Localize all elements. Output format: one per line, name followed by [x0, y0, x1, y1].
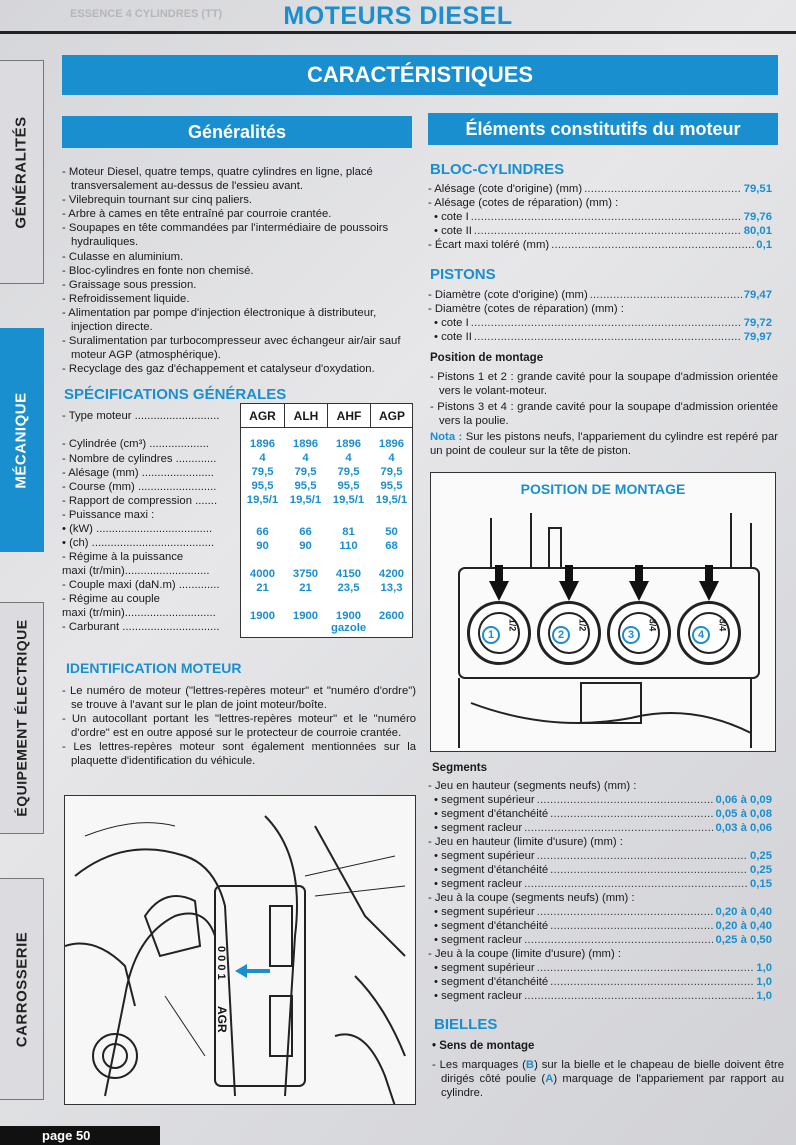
list-item: - Vilebrequin tournant sur cinq paliers.: [62, 193, 416, 207]
piston-3: [607, 601, 671, 665]
row-value: 79,51: [743, 183, 772, 195]
row-value: 79,76: [743, 211, 772, 223]
spec-cell: 19,5/1: [332, 494, 365, 506]
bielles-paragraph: [432, 1058, 784, 1100]
bielles-text: - Les marquages (: [432, 1059, 526, 1071]
list-item: - Culasse en aluminium.: [62, 250, 416, 264]
spec-cell: 81: [342, 526, 355, 538]
row-label: - Diamètre (cotes de réparation) (mm) :: [428, 303, 624, 315]
row-value: 0,1: [756, 239, 772, 251]
spec-label: - Nombre de cylindres .............: [62, 453, 217, 465]
row-label: • segment racleur: [434, 934, 523, 946]
piston-mark: 3/4: [647, 618, 658, 632]
spec-row: [428, 808, 772, 820]
arrow-icon: [699, 581, 719, 601]
row-label: • segment racleur: [434, 990, 523, 1002]
row-leader: [550, 920, 713, 932]
row-leader: [474, 225, 742, 237]
position-item: - Pistons 1 et 2 : grande cavité pour la soupape d'admission orientée vers le volant-moteur.: [430, 371, 778, 397]
tab-label: MÉCANIQUE: [13, 391, 31, 489]
row-label: • segment d'étanchéité: [434, 976, 549, 988]
spec-cell: 23,5: [337, 582, 360, 594]
arrow-shaft: [705, 565, 713, 583]
position-item: - Pistons 3 et 4 : grande cavité pour la soupape d'admission orientée vers la poulie.: [430, 401, 778, 427]
spec-cell: 13,3: [380, 582, 403, 594]
row-leader: [537, 850, 748, 862]
row-value: 79,47: [743, 289, 772, 301]
row-label: • segment d'étanchéité: [434, 920, 549, 932]
spec-row: [428, 836, 772, 848]
spec-column-header: AGR: [241, 404, 284, 428]
row-value: 0,25 à 0,50: [715, 934, 772, 946]
page-title: MOTEURS DIESEL: [283, 2, 513, 30]
spec-label: - Course (mm) .........................: [62, 481, 217, 493]
row-value: 1,0: [756, 990, 772, 1002]
section-banner: CARACTÉRISTIQUES: [62, 55, 778, 95]
spec-row: [428, 850, 772, 862]
spec-label: • (ch) .......................................: [62, 537, 215, 549]
spec-cell: 90: [299, 540, 312, 552]
marker-a: A: [545, 1073, 554, 1085]
spec-row: [428, 878, 772, 890]
row-leader: [590, 289, 742, 301]
engine-drawing: [65, 796, 416, 1105]
spec-row: [428, 920, 772, 932]
row-leader: [550, 808, 713, 820]
list-item: - Soupapes en tête commandées par l'intermédiaire de poussoirs hydrauliques.: [62, 221, 416, 249]
spec-row: [428, 225, 772, 237]
spec-row: [428, 976, 772, 988]
spec-cell: 4: [388, 452, 395, 464]
list-item: - Recyclage des gaz d'échappement et catalyseur d'oxydation.: [62, 362, 416, 376]
spec-column-header: ALH: [284, 404, 327, 428]
spec-label: - Cylindrée (cm³) ...................: [62, 438, 209, 450]
row-leader: [537, 794, 714, 806]
bielles-heading: BIELLES: [434, 1016, 498, 1033]
figure-title: POSITION DE MONTAGE: [520, 481, 686, 497]
page-header: [0, 0, 796, 34]
piston-2: [537, 601, 601, 665]
row-leader: [471, 317, 742, 329]
spec-label: - Alésage (mm) .......................: [62, 467, 214, 479]
spec-cell: 95,5: [251, 480, 274, 492]
row-value: 1,0: [756, 976, 772, 988]
spec-cell: 79,5: [251, 466, 274, 478]
spec-cell: 50: [385, 526, 398, 538]
identification-list: [62, 684, 416, 768]
piston-number: 3: [622, 626, 640, 644]
tab-equipement-electrique[interactable]: [0, 602, 44, 834]
engine-code-stamp: AGR: [215, 1006, 229, 1033]
bielles-text: ) marquage de l'appariement par rapport au cylindre.: [441, 1073, 784, 1099]
row-leader: [550, 976, 754, 988]
row-leader: [524, 822, 713, 834]
sens-montage-heading: • Sens de montage: [432, 1040, 535, 1052]
spec-cell: 1896: [249, 438, 276, 450]
arrow-shaft: [565, 565, 573, 583]
spec-label: - Régime au couple: [62, 593, 160, 605]
tab-label: CARROSSERIE: [13, 931, 30, 1047]
list-item: - Suralimentation par turbocompresseur avec échangeur air/air sauf moteur AGP (atmosphérique).: [62, 334, 416, 362]
spec-cell: 4: [259, 452, 266, 464]
piston-number: 2: [552, 626, 570, 644]
row-label: - Écart maxi toléré (mm): [428, 239, 550, 251]
spec-cell: 21: [256, 582, 269, 594]
specifications-heading: SPÉCIFICATIONS GÉNÉRALES: [64, 386, 287, 403]
note-paragraph: [430, 430, 778, 458]
row-label: • cote II: [434, 331, 472, 343]
spec-cell: 4150: [335, 568, 362, 580]
generalites-list: [62, 165, 416, 376]
row-label: • segment supérieur: [434, 850, 535, 862]
spec-cell: 19,5/1: [289, 494, 322, 506]
spec-fuel: gazole: [331, 622, 367, 634]
row-label: • segment supérieur: [434, 962, 535, 974]
row-leader: [551, 239, 754, 251]
row-value: 0,20 à 0,40: [715, 906, 772, 918]
tab-generalites[interactable]: [0, 60, 44, 284]
row-value: 1,0: [756, 962, 772, 974]
bielles-text: ) sur la bielle et le chapeau de bielle doivent être dirigés côté poulie (: [441, 1059, 784, 1085]
row-label: - Jeu en hauteur (limite d'usure) (mm) :: [428, 836, 623, 848]
spec-label: - Régime à la puissance: [62, 551, 184, 563]
row-label: • segment supérieur: [434, 906, 535, 918]
arrow-shaft: [635, 565, 643, 583]
spec-row: [428, 289, 772, 301]
row-label: - Diamètre (cote d'origine) (mm): [428, 289, 588, 301]
piston-mark: 1/2: [507, 618, 518, 632]
spec-cell: 2600: [378, 610, 405, 622]
spec-cell: 21: [299, 582, 312, 594]
row-value: 0,15: [750, 878, 772, 890]
spec-column-header: AGP: [370, 404, 413, 428]
row-label: • cote II: [434, 225, 472, 237]
spec-row: [428, 183, 772, 195]
row-label: • segment racleur: [434, 822, 523, 834]
spec-cell: 4000: [249, 568, 276, 580]
spec-row: [428, 892, 772, 904]
row-leader: [584, 183, 742, 195]
spec-cell: 1900: [335, 610, 362, 622]
spec-cell: 95,5: [337, 480, 360, 492]
spec-cell: 79,5: [337, 466, 360, 478]
spec-label: - Type moteur ...........................: [62, 410, 220, 422]
spec-cell: 19,5/1: [246, 494, 279, 506]
segments-heading: Segments: [432, 762, 487, 774]
spec-cell: 1900: [292, 610, 319, 622]
list-item: - Un autocollant portant les "lettres-repères moteur" et le "numéro d'ordre" est en outre apposé sur le protecteur de courroie crantée.: [62, 712, 416, 740]
row-leader: [524, 878, 748, 890]
row-label: • segment d'étanchéité: [434, 864, 549, 876]
spec-cell: 68: [385, 540, 398, 552]
arrow-icon: [489, 581, 509, 601]
spec-table: [240, 403, 413, 638]
piston-number: 4: [692, 626, 710, 644]
row-value: 0,25: [750, 864, 772, 876]
spec-cell: 4: [302, 452, 309, 464]
list-item: - Alimentation par pompe d'injection électronique à distributeur, injection directe.: [62, 306, 416, 334]
spec-cell: 66: [256, 526, 269, 538]
row-label: • segment supérieur: [434, 794, 535, 806]
identification-heading: IDENTIFICATION MOTEUR: [66, 660, 242, 676]
list-item: - Les lettres-repères moteur sont également mentionnées sur la plaquette d'identification du véhicule.: [62, 740, 416, 768]
spec-cell: 66: [299, 526, 312, 538]
arrow-shaft: [495, 565, 503, 583]
arrow-icon: [559, 581, 579, 601]
spec-row: [428, 317, 772, 329]
row-label: - Jeu à la coupe (segments neufs) (mm) :: [428, 892, 635, 904]
spec-row: [428, 211, 772, 223]
list-item: - Graissage sous pression.: [62, 278, 416, 292]
row-leader: [471, 211, 742, 223]
spec-label: - Rapport de compression .......: [62, 495, 218, 507]
spec-cell: 95,5: [380, 480, 403, 492]
piston-4: [677, 601, 741, 665]
row-leader: [550, 864, 748, 876]
position-montage-heading: Position de montage: [430, 352, 544, 364]
engine-identification-figure: [64, 795, 416, 1105]
row-value: 0,03 à 0,06: [715, 822, 772, 834]
spec-row: [428, 331, 772, 343]
spec-label: maxi (tr/min)...........................: [62, 565, 210, 577]
elements-heading: Éléments constitutifs du moteur: [428, 113, 778, 145]
piston-position-figure: [430, 472, 776, 752]
ghost-header-text: ESSENCE 4 CYLINDRES (TT): [70, 8, 223, 20]
page-number: page 50: [0, 1126, 160, 1145]
spec-column-header: AHF: [327, 404, 370, 428]
row-label: • segment d'étanchéité: [434, 808, 549, 820]
spec-cell: 19,5/1: [375, 494, 408, 506]
spec-cell: 79,5: [294, 466, 317, 478]
list-item: - Le numéro de moteur ("lettres-repères moteur" et "numéro d'ordre") se trouve à l'avant sur le plan de joint moteur/boîte.: [62, 684, 416, 712]
spec-cell: 1896: [292, 438, 319, 450]
spec-row: [428, 822, 772, 834]
note-label: Nota :: [430, 431, 463, 443]
row-leader: [524, 934, 713, 946]
list-item: - Arbre à cames en tête entraîné par courroie crantée.: [62, 207, 416, 221]
row-value: 0,06 à 0,09: [715, 794, 772, 806]
row-value: 0,20 à 0,40: [715, 920, 772, 932]
row-label: - Alésage (cote d'origine) (mm): [428, 183, 583, 195]
row-label: • cote I: [434, 211, 469, 223]
row-value: 79,97: [743, 331, 772, 343]
row-label: • segment racleur: [434, 878, 523, 890]
row-label: - Jeu en hauteur (segments neufs) (mm) :: [428, 780, 637, 792]
spec-row: [428, 794, 772, 806]
tab-carrosserie[interactable]: [0, 878, 44, 1100]
spec-cell: 4: [345, 452, 352, 464]
engine-number: 0 0 0 1: [215, 946, 227, 980]
row-value: 79,72: [743, 317, 772, 329]
spec-label: maxi (tr/min).............................: [62, 607, 216, 619]
row-leader: [524, 990, 754, 1002]
tab-label: ÉQUIPEMENT ÉLECTRIQUE: [13, 619, 30, 817]
piston-mark: 1/2: [577, 618, 588, 632]
spec-cell: 1896: [335, 438, 362, 450]
spec-label: - Couple maxi (daN.m) .............: [62, 579, 220, 591]
spec-row: [428, 303, 772, 315]
spec-row: [428, 197, 772, 209]
row-value: 80,01: [743, 225, 772, 237]
arrow-icon: [629, 581, 649, 601]
spec-cell: 4200: [378, 568, 405, 580]
marker-b: B: [525, 1059, 535, 1071]
spec-row: [428, 239, 772, 251]
spec-row: [428, 934, 772, 946]
tab-label: GÉNÉRALITÉS: [13, 115, 30, 229]
list-item: - Moteur Diesel, quatre temps, quatre cylindres en ligne, placé transversalement au-dessus de l'essieu avant.: [62, 165, 416, 193]
spec-cell: 1900: [249, 610, 276, 622]
spec-cell: 1896: [378, 438, 405, 450]
bloc-cylindres-heading: BLOC-CYLINDRES: [430, 161, 565, 178]
note-text: Sur les pistons neufs, l'appariement du cylindre est repéré par un point de couleur sur la tête de piston.: [430, 431, 778, 457]
row-value: 0,25: [750, 850, 772, 862]
spec-row: [428, 864, 772, 876]
spec-label: - Carburant ...............................: [62, 621, 220, 633]
piston-mark: 3/4: [717, 618, 728, 632]
row-label: - Alésage (cotes de réparation) (mm) :: [428, 197, 619, 209]
spec-cell: 90: [256, 540, 269, 552]
row-leader: [537, 906, 714, 918]
piston-1: [467, 601, 531, 665]
spec-cell: 3750: [292, 568, 319, 580]
list-item: - Bloc-cylindres en fonte non chemisé.: [62, 264, 416, 278]
row-value: 0,05 à 0,08: [715, 808, 772, 820]
spec-row: [428, 780, 772, 792]
spec-row: [428, 962, 772, 974]
tab-mecanique[interactable]: [0, 328, 44, 552]
spec-label: • (kW) .....................................: [62, 523, 213, 535]
spec-cell: 110: [339, 540, 358, 552]
piston-number: 1: [482, 626, 500, 644]
spec-cell: 95,5: [294, 480, 317, 492]
row-leader: [474, 331, 742, 343]
spec-row: [428, 906, 772, 918]
spec-row: [428, 990, 772, 1002]
generalites-heading: Généralités: [62, 116, 412, 148]
spec-label: - Puissance maxi :: [62, 509, 155, 521]
spec-row: [428, 948, 772, 960]
row-label: • cote I: [434, 317, 469, 329]
row-leader: [537, 962, 755, 974]
spec-cell: 79,5: [380, 466, 403, 478]
row-label: - Jeu à la coupe (limite d'usure) (mm) :: [428, 948, 622, 960]
pistons-heading: PISTONS: [430, 266, 496, 283]
list-item: - Refroidissement liquide.: [62, 292, 416, 306]
